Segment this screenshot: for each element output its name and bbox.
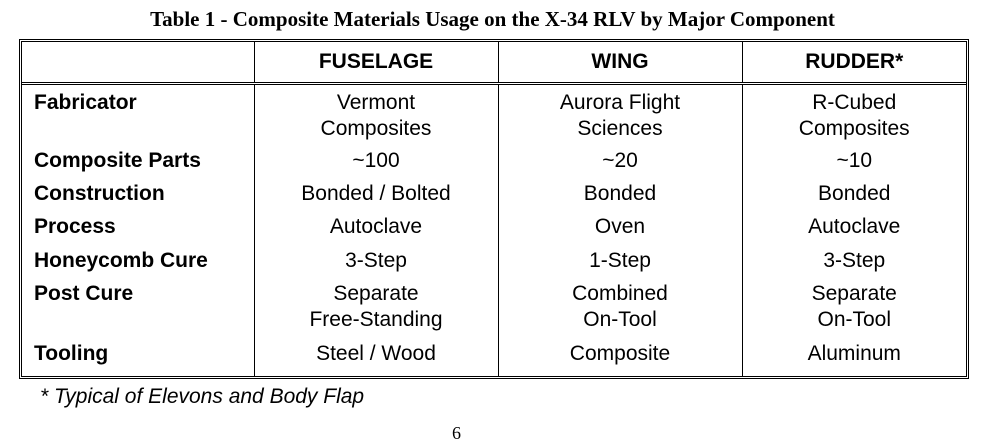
table-row [22,281,966,341]
cell-fuselage: Bonded / Bolted [254,181,498,214]
cell-line: Aurora Flight [559,91,681,114]
cell-wing: ~20 [498,148,742,181]
row-label: Tooling [34,341,109,365]
cell-rudder: ~10 [742,148,966,181]
cell-line: On-Tool [583,307,657,331]
row-label: Process [34,215,116,239]
row-label: Honeycomb Cure [34,248,208,272]
cell-wing: Oven [498,214,742,247]
table-footnote: * Typical of Elevons and Body Flap [40,385,365,408]
cell-fuselage [254,281,498,341]
row-label: Fabricator [34,91,137,114]
header-corner [22,42,254,84]
header-wing: WING [498,42,742,84]
header-rudder: RUDDER* [742,42,966,84]
cell-wing [498,84,742,149]
cell-fuselage: ~100 [254,148,498,181]
cell-rudder [742,84,966,149]
composite-usage-table [22,42,966,376]
cell-rudder: Autoclave [742,214,966,247]
cell-line: Separate [811,281,897,305]
row-label: Post Cure [34,281,134,305]
page-number: 6 [452,423,461,443]
cell-line: Combined [572,281,668,305]
cell-line: Vermont [336,91,416,114]
cell-rudder: Bonded [742,181,966,214]
cell-fuselage: Steel / Wood [254,341,498,376]
table-row [22,214,966,247]
cell-line: Free-Standing [309,307,443,331]
row-label: Construction [34,182,165,206]
table-row [22,248,966,281]
table-row [22,181,966,214]
cell-wing: 1-Step [498,248,742,281]
cell-wing [498,281,742,341]
cell-line: Composites [798,117,910,140]
cell-rudder: 3-Step [742,248,966,281]
cell-line: Composites [320,117,432,140]
cell-line: On-Tool [817,307,892,331]
table-frame [19,39,969,379]
header-row [22,42,966,84]
table-row [22,148,966,181]
header-fuselage: FUSELAGE [254,42,498,84]
cell-wing: Bonded [498,181,742,214]
cell-line: R-Cubed [812,91,897,114]
cell-rudder [742,281,966,341]
cell-line: Separate [333,281,419,305]
table-row [22,341,966,376]
cell-fuselage [254,84,498,149]
table-row [22,84,966,149]
cell-line: Sciences [577,117,663,140]
cell-fuselage: 3-Step [254,248,498,281]
table-caption: Table 1 - Composite Materials Usage on the X-34 RLV by Major Component [150,7,835,31]
row-label: Composite Parts [34,149,201,173]
cell-fuselage: Autoclave [254,214,498,247]
cell-wing: Composite [498,341,742,376]
cell-rudder: Aluminum [742,341,966,376]
